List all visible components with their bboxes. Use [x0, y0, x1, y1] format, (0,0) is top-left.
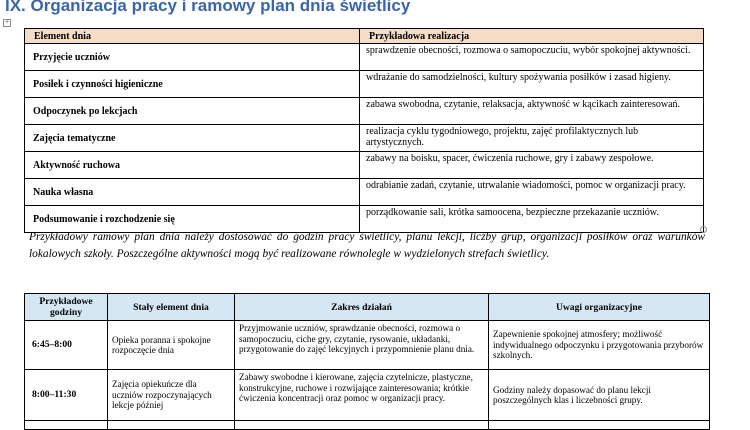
uwagi-cell: [489, 421, 710, 430]
table-row: [25, 125, 704, 152]
element-cell: Podsumowanie i rozchodzenie się: [25, 206, 360, 233]
realizacja-cell: porządkowanie sali, krótka samoocena, bezpieczne przekazanie uczniów.: [360, 206, 704, 233]
page-title: IX. Organizacja pracy i ramowy plan dnia świetlicy: [5, 0, 411, 15]
realizacja-cell: wdrażanie do samodzielności, kultury spożywania posiłków i zasad higieny.: [360, 71, 704, 98]
table-row: [25, 71, 704, 98]
realizacja-cell: sprawdzenie obecności, rozmowa o samopoczuciu, wybór spokojnej aktywności.: [360, 44, 704, 71]
column-header-uwagi: Uwagi organizacyjne: [489, 294, 710, 321]
uwagi-cell: Godziny należy dopasować do planu lekcji poszczególnych klas i liczebności grupy.: [489, 370, 710, 421]
table-row: [25, 98, 704, 125]
table-row: [25, 179, 704, 206]
zakres-cell: Przyjmowanie uczniów, sprawdzanie obecności, rozmowa o samopoczuciu, ciche gry, czytanie, rysowanie, układanki, przygotowanie do zajęć lekcyjnych i przypomnienie planu dnia.: [235, 321, 489, 370]
table-row: [25, 44, 704, 71]
time-cell: 6:45–8:00: [25, 321, 108, 370]
element-cell: Nauka własna: [25, 179, 360, 206]
column-header-staly-element: Stały element dnia: [108, 294, 235, 321]
realizacja-cell: realizacja cyklu tygodniowego, projektu, zajęć profilaktycznych lub artystycznych.: [360, 125, 704, 152]
uwagi-cell: Zapewnienie spokojnej atmosfery; możliwość indywidualnego odpoczynku i przygotowania przyborów szkolnych.: [489, 321, 710, 370]
table-row: [25, 421, 710, 430]
realizacja-cell: zabawy na boisku, spacer, ćwiczenia ruchowe, gry i zabawy zespołowe.: [360, 152, 704, 179]
body-paragraph: Przykładowy ramowy plan dnia należy dostosować do godzin pracy świetlicy, planu lekcji, liczby grup, organizacji posiłków oraz warunków lokalowych szkoły. Poszczególne aktywności mogą być realizowane równolegle w wydzielonych strefach świetlicy.: [29, 231, 705, 260]
table-row: [25, 152, 704, 179]
element-cell: Zajęcia tematyczne: [25, 125, 360, 152]
table-header-row: [25, 29, 704, 44]
column-header-realizacja: Przykładowa realizacja: [360, 29, 704, 44]
column-header-element: Element dnia: [25, 29, 360, 44]
element-cell: Odpoczynek po lekcjach: [25, 98, 360, 125]
element-cell: Zajęcia opiekuńcze dla uczniów rozpoczynających lekcje później: [108, 370, 235, 421]
element-cell: Opieka poranna i spokojne rozpoczęcie dnia: [108, 321, 235, 370]
time-cell: [25, 421, 108, 430]
element-cell: Posiłek i czynności higieniczne: [25, 71, 360, 98]
table-move-handle-icon[interactable]: +: [4, 19, 10, 26]
time-cell: 8:00–11:30: [25, 370, 108, 421]
realizacja-cell: zabawa swobodna, czytanie, relaksacja, aktywność w kącikach zainteresowań.: [360, 98, 704, 125]
realizacja-cell: odrabianie zadań, czytanie, utrwalanie wiadomości, pomoc w organizacji pracy.: [360, 179, 704, 206]
zakres-cell: Zabawy swobodne i kierowane, zajęcia czytelnicze, plastyczne, konstrukcyjne, ruchowe i rozwijające zainteresowania; krótkie ćwiczenia koncentracji oraz pomoc w organizacji pracy.: [235, 370, 489, 421]
element-cell: [108, 421, 235, 430]
element-cell: Aktywność ruchowa: [25, 152, 360, 179]
column-header-godziny: Przykładowe godziny: [25, 294, 108, 321]
daily-elements-table: [24, 28, 704, 233]
zakres-cell: [235, 421, 489, 430]
table-row: [25, 370, 710, 421]
daily-schedule-table: [24, 293, 710, 430]
element-cell: Przyjęcie uczniów: [25, 44, 360, 71]
table-header-row: [25, 294, 710, 321]
table-row: [25, 321, 710, 370]
column-header-zakres: Zakres działań: [235, 294, 489, 321]
